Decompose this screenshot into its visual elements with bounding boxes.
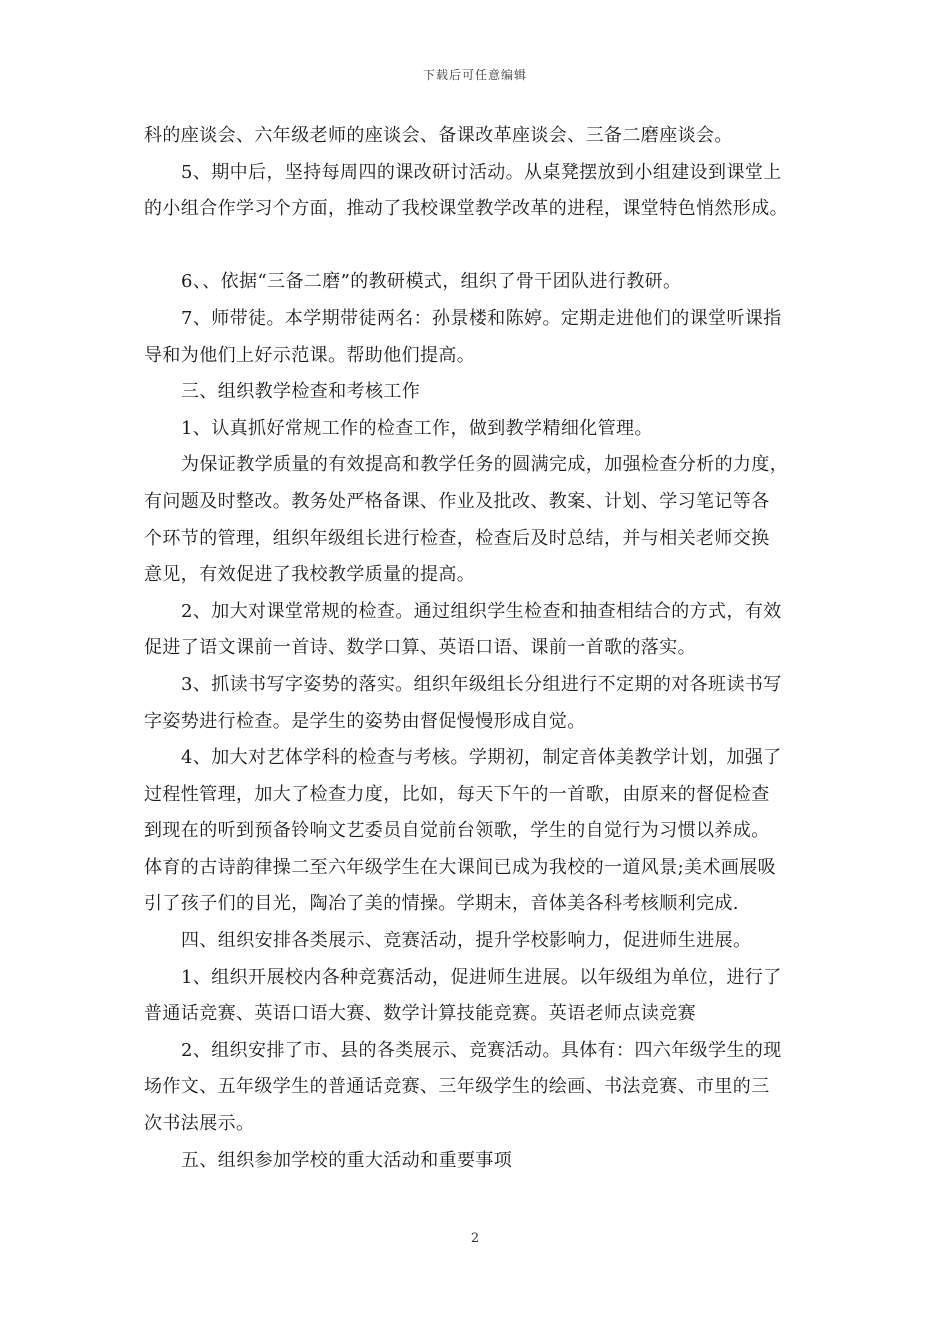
section-heading: 四、组织安排各类展示、竞赛活动，提升学校影响力，促进师生进展。: [181, 930, 752, 952]
paragraph-line: 引了孩子们的目光，陶冶了美的情操。学期末，音体美各科考核顺利完成.: [144, 893, 739, 915]
paragraph-line: 2、加大对课堂常规的检查。通过组织学生检查和抽查相结合的方式，有效: [181, 600, 782, 622]
paragraph-line: 到现在的听到预备铃响文艺委员自觉前台领歌，学生的自觉行为习惯以养成。: [144, 820, 770, 842]
blank-line: [144, 228, 812, 265]
paragraph-line: 次书法展示。: [144, 1113, 255, 1135]
paragraph-line: 的小组合作学习个方面，推动了我校课堂教学改革的进程，课堂特色悄然形成。: [144, 198, 788, 220]
section-heading: 五、组织参加学校的重大活动和重要事项: [181, 1149, 513, 1171]
document-body: [144, 118, 812, 1179]
paragraph-line: 过程性管理，加大了检查力度，比如，每天下午的一首歌，由原来的督促检查: [144, 783, 770, 805]
paragraph-line: 体育的古诗韵律操二至六年级学生在大课间已成为我校的一道风景;美术画展吸: [144, 856, 777, 878]
paragraph-line: 促进了语文课前一首诗、数学口算、英语口语、课前一首歌的落实。: [144, 637, 696, 659]
paragraph-line: 科的座谈会、六年级老师的座谈会、备课改革座谈会、三备二磨座谈会。: [144, 125, 733, 146]
paragraph-line: 2、组织安排了市、县的各类展示、竞赛活动。具体有：四六年级学生的现: [181, 1039, 782, 1061]
paragraph-line: 为保证教学质量的有效提高和教学任务的圆满完成，加强检查分析的力度，: [181, 454, 789, 476]
paragraph-line: 字姿势进行检查。是学生的姿势由督促慢慢形成自觉。: [144, 710, 586, 732]
paragraph-line: 1、组织开展校内各种竞赛活动，促进师生进展。以年级组为单位，进行了: [181, 966, 782, 988]
paragraph-line: 7、师带徒。本学期带徒两名：孙景楼和陈婷。定期走进他们的课堂听课指: [181, 307, 782, 329]
paragraph-line: 6、、依据“三备二磨”的教研模式，组织了骨干团队进行教研。: [181, 271, 682, 293]
page-header: 下载后可任意编辑: [422, 68, 527, 82]
paragraph-line: 4、加大对艺体学科的检查与考核。学期初，制定音体美教学计划，加强了: [181, 747, 782, 769]
paragraph-line: 场作文、五年级学生的普通话竞赛、三年级学生的绘画、书法竞赛、市里的三: [144, 1076, 770, 1098]
paragraph-line: 3、抓读书写字姿势的落实。组织年级组长分组进行不定期的对各班读书写: [181, 673, 782, 695]
section-heading: 三、组织教学检查和考核工作: [181, 381, 421, 403]
paragraph-line: 有问题及时整改。教务处严格备课、作业及批改、教案、计划、学习笔记等各: [144, 490, 770, 512]
paragraph-line: 个环节的管理，组织年级组长进行检查，检查后及时总结，并与相关老师交换: [144, 527, 770, 549]
paragraph-line: 5、期中后，坚持每周四的课改研讨活动。从桌凳摆放到小组建设到课堂上: [181, 161, 782, 183]
paragraph-line: 导和为他们上好示范课。帮助他们提高。: [144, 344, 476, 366]
paragraph-line: 1、认真抓好常规工作的检查工作，做到教学精细化管理。: [181, 417, 653, 439]
paragraph-line: 普通话竞赛、英语口语大赛、数学计算技能竞赛。英语老师点读竞赛: [144, 1003, 696, 1025]
paragraph-line: 意见，有效促进了我校教学质量的提高。: [144, 564, 476, 586]
page-number: 2: [470, 1231, 480, 1246]
